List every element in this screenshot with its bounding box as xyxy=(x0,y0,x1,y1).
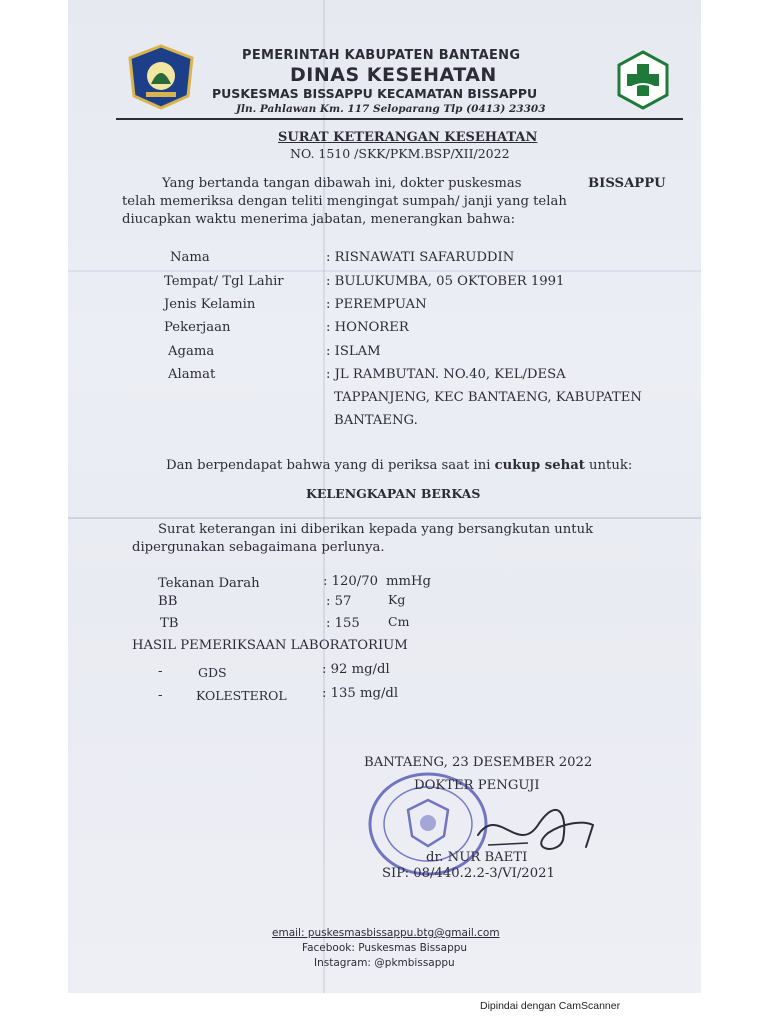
identity-label-address: Alamat xyxy=(168,367,216,382)
lab-value-gds: : 92 mg/dl xyxy=(322,662,390,677)
fold-crease xyxy=(68,270,701,272)
intro-place: BISSAPPU xyxy=(588,176,666,191)
intro-line-2: telah memeriksa dengan teliti mengingat sumpah/ janji yang telah xyxy=(122,194,567,209)
statement-line-1: Surat keterangan ini diberikan kepada yang bersangkutan untuk xyxy=(158,522,594,537)
intro-line-1: Yang bertanda tangan dibawah ini, dokter puskesmas xyxy=(162,176,522,191)
lab-label-cholesterol: KOLESTEROL xyxy=(196,688,287,703)
statement-line-2: dipergunakan sebagaimana perlunya. xyxy=(132,540,385,555)
identity-label-birth: Tempat/ Tgl Lahir xyxy=(164,274,284,289)
intro-line-3: diucapkan waktu menerima jabatan, menerangkan bahwa: xyxy=(122,212,516,227)
header-puskesmas: PUSKESMAS BISSAPPU KECAMATAN BISSAPPU xyxy=(212,86,538,101)
opinion-prefix: Dan berpendapat bahwa yang di periksa saat ini xyxy=(166,458,491,473)
vital-unit-weight: Kg xyxy=(388,592,406,607)
vital-label-bp: Tekanan Darah xyxy=(158,576,260,591)
letter-title: SURAT KETERANGAN KESEHATAN xyxy=(278,130,538,145)
opinion-line xyxy=(166,458,632,473)
footer-facebook: Facebook: Puskesmas Bissappu xyxy=(302,942,468,954)
puskesmas-cross-icon xyxy=(616,50,670,110)
footer-instagram: Instagram: @pkmbissappu xyxy=(314,957,455,969)
identity-address-line-2: TAPPANJENG, KEC BANTAENG, KABUPATEN xyxy=(334,390,642,405)
header-address: Jln. Pahlawan Km. 117 Seloparang Tlp (0413) 23303 xyxy=(236,103,546,115)
purpose: KELENGKAPAN BERKAS xyxy=(306,486,481,501)
header-agency: DINAS KESEHATAN xyxy=(290,64,497,86)
identity-value-job: : HONORER xyxy=(326,320,409,335)
identity-value-name: : RISNAWATI SAFARUDDIN xyxy=(326,250,515,265)
identity-value-birth: : BULUKUMBA, 05 OKTOBER 1991 xyxy=(326,274,565,289)
identity-address-line-3: BANTAENG. xyxy=(334,413,418,428)
identity-value-gender: : PEREMPUAN xyxy=(326,297,427,312)
vital-label-height: TB xyxy=(160,616,179,631)
vital-value-height: : 155 xyxy=(326,616,360,631)
footer-email: email: puskesmasbissappu.btg@gmail.com xyxy=(272,927,500,939)
identity-value-religion: : ISLAM xyxy=(326,344,381,359)
fold-crease xyxy=(68,517,701,519)
vital-unit-height: Cm xyxy=(388,614,410,629)
opinion-emphasis: cukup sehat xyxy=(494,458,585,473)
identity-label-job: Pekerjaan xyxy=(164,320,231,335)
vital-value-weight: : 57 xyxy=(326,594,352,609)
signature-role: DOKTER PENGUJI xyxy=(414,778,540,793)
header-government: PEMERINTAH KABUPATEN BANTAENG xyxy=(242,48,521,63)
camscanner-watermark: Dipindai dengan CamScanner xyxy=(480,1000,621,1012)
identity-value-address: : JL RAMBUTAN. NO.40, KEL/DESA xyxy=(326,367,566,382)
letter-number: NO. 1510 /SKK/PKM.BSP/XII/2022 xyxy=(290,146,510,161)
identity-label-gender: Jenis Kelamin xyxy=(164,297,256,312)
letter-paper xyxy=(68,0,701,993)
vital-value-bp: : 120/70 xyxy=(323,574,379,589)
opinion-suffix: untuk: xyxy=(589,458,633,473)
vital-label-weight: BB xyxy=(158,594,178,609)
signature-name: dr. NUR BAETI xyxy=(426,850,528,865)
lab-label-gds: GDS xyxy=(198,665,227,680)
header-divider xyxy=(116,118,683,120)
identity-label-religion: Agama xyxy=(168,344,215,359)
lab-bullet: - xyxy=(158,664,163,679)
bantaeng-regency-emblem-icon xyxy=(126,44,196,110)
signature-place-date: BANTAENG, 23 DESEMBER 2022 xyxy=(364,755,593,770)
vital-unit-bp: mmHg xyxy=(386,574,431,589)
lab-heading: HASIL PEMERIKSAAN LABORATORIUM xyxy=(132,638,408,653)
lab-value-cholesterol: : 135 mg/dl xyxy=(322,686,399,701)
signature-sip: SIP: 08/440.2.2-3/VI/2021 xyxy=(382,866,555,881)
identity-label-name: Nama xyxy=(170,250,210,265)
lab-bullet: - xyxy=(158,688,163,703)
